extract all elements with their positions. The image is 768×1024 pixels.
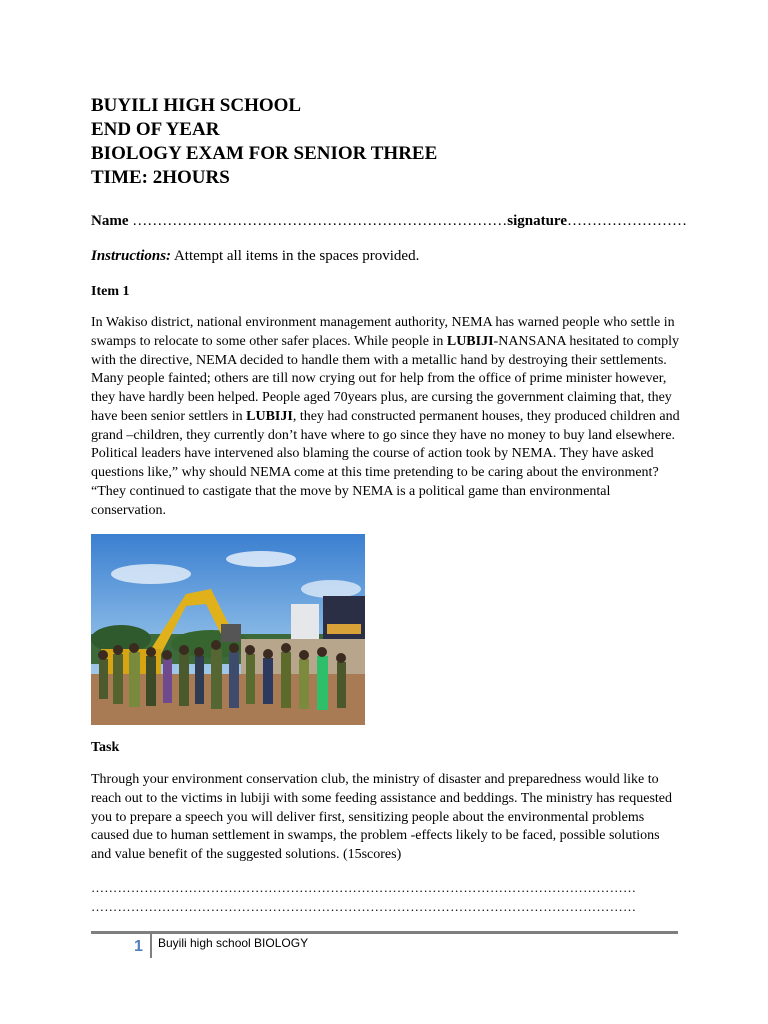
answer-line[interactable]: …………………………………………………………………………………………………………… <box>91 880 637 895</box>
item-text-lubiji-1: LUBIJI <box>446 333 494 349</box>
name-field[interactable]: ………………………………………………………………… <box>128 213 508 229</box>
name-signature-line <box>91 213 691 230</box>
item-text-c: -NANSANA hesitated to comply with the directive, NEMA decided to handle them with a metallic hand by destroying their settlements. Many people fainted; others are till now crying out for help from the office of prime minister however, they have hardly been helped. People aged 70years plus, are cursing the government claiming that, they have been senior settlers in <box>91 333 680 424</box>
cloud <box>226 551 296 567</box>
footer-text: Buyili high school BIOLOGY <box>158 936 309 950</box>
page-number: 1 <box>134 938 143 955</box>
item-text-a: In Wakiso district, national environment management authority, NEMA has warned people who settle in swamps to relocate to some other safer places. While people in <box>91 315 675 349</box>
exam-header <box>91 94 437 190</box>
instructions-label: Instructions: <box>91 248 172 264</box>
exam-term: END OF YEAR <box>91 119 220 140</box>
cloud <box>111 564 191 584</box>
excavator-bucket <box>221 624 241 642</box>
task-paragraph: Through your environment conservation club, the ministry of disaster and preparedness would like to reach out to the victims in lubiji with some feeding assistance and beddings. The ministry has requested you to prepare a speech you will deliver first, sensitizing people about the environmental problems caused due to human settlement in swamps, the problem -effects likely to be faced, possible solutions and value benefit of the suggested solutions. (15scores) <box>91 772 673 862</box>
footer-separator <box>150 934 152 958</box>
task-title: Task <box>91 740 120 755</box>
item-text-e: , they had constructed permanent houses, they produced children and grand –children, they currently don’t have where to go since they have no money to buy land elsewhere. Political leaders have intervened also blaming the course of action took by NEMA. They have asked questions like,” why should NEMA come at this time pretending to be caring about the environment? “They continued to castigate that the move by NEMA is a political game than environmental conservation. <box>91 408 680 518</box>
exam-title: BIOLOGY EXAM FOR SENIOR THREE <box>91 143 438 164</box>
school-name: BUYILI HIGH SCHOOL <box>91 95 302 116</box>
instructions <box>91 248 419 265</box>
instructions-text: Attempt all items in the spaces provided. <box>171 248 420 264</box>
eviction-photo <box>91 534 365 725</box>
footer-rule <box>91 931 678 934</box>
signature-field[interactable]: …………………… <box>566 213 687 229</box>
item-paragraph <box>91 314 681 520</box>
name-label: Name <box>91 213 129 229</box>
exam-duration: TIME: 2HOURS <box>91 167 230 188</box>
item-text-lubiji-2: LUBIJI <box>246 408 293 424</box>
cloud <box>301 580 361 598</box>
answer-line[interactable]: …………………………………………………………………………………………………………… <box>91 899 637 914</box>
signature-label: signature <box>507 213 567 229</box>
billboard-panel <box>327 624 361 634</box>
item-title: Item 1 <box>91 284 130 299</box>
billboard <box>291 604 319 644</box>
eviction-photo-illustration <box>91 534 365 725</box>
billboard <box>323 596 365 646</box>
